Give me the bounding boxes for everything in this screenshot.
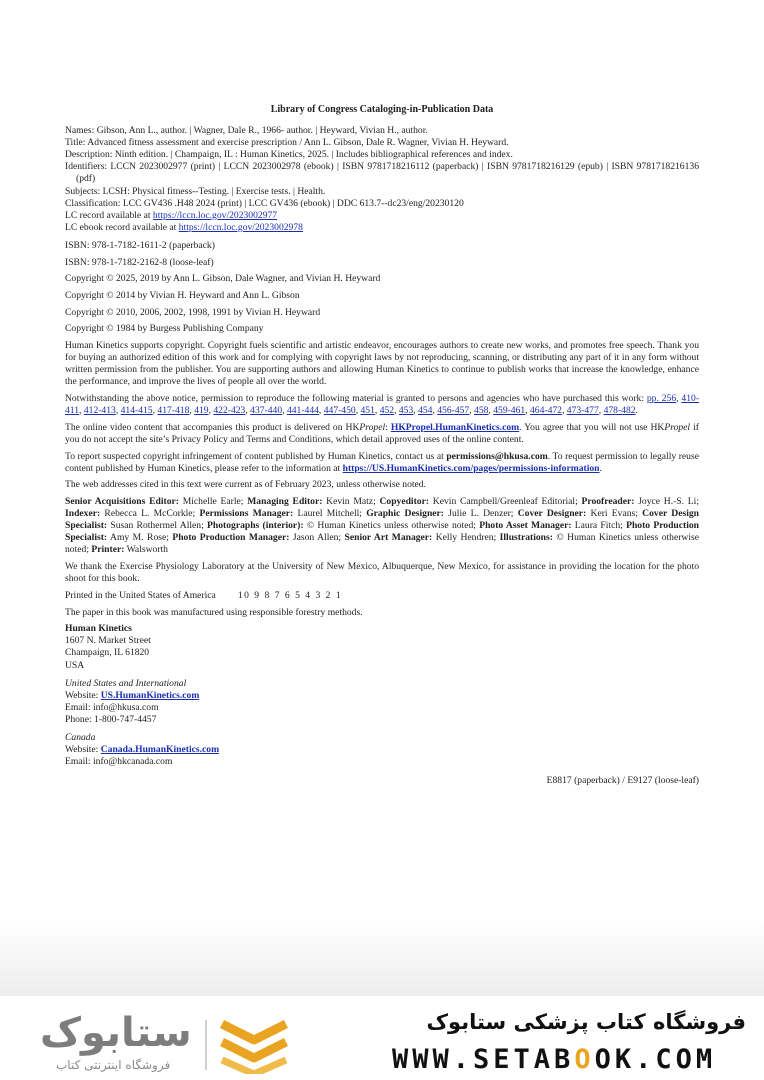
print-numbers: 10 9 8 7 6 5 4 3 2 1	[237, 589, 343, 601]
us-website-link[interactable]: US.HumanKinetics.com	[100, 689, 200, 701]
us-contact	[65, 678, 699, 726]
logo-divider	[205, 1020, 207, 1070]
canada-email: Email: info@hkcanada.com	[65, 756, 173, 768]
credit-role: Senior Art Manager:	[344, 532, 433, 544]
cip-block	[65, 125, 699, 234]
page-title: Library of Congress Cataloging-in-Publication Data	[270, 104, 494, 115]
cip-classification: Classification: LCC GV436 .H48 2024 (print) | LCC GV436 (ebook) | DDC 613.7--dc23/eng/20230120	[65, 197, 464, 209]
canada-website-link[interactable]: Canada.HumanKinetics.com	[100, 744, 220, 756]
credit-role: Photo Asset Manager:	[479, 520, 572, 532]
video-propel-2: Propel	[664, 421, 691, 433]
video-text-post: if you do not accept the site’s Privacy Policy and Terms and Conditions, which detail approved uses of the online content.	[65, 421, 699, 445]
publisher-street: 1607 N. Market Street	[65, 635, 151, 647]
credit-name: Amy M. Rose;	[107, 532, 173, 544]
credit-role: Cover Designer:	[517, 508, 587, 520]
credit-role: Proofreader:	[581, 496, 635, 508]
credits	[65, 496, 699, 556]
page-range-link[interactable]: 414-415	[120, 405, 153, 417]
isbn-looseleaf: ISBN: 978-1-7182-2162-8 (loose-leaf)	[65, 256, 214, 268]
publisher-address	[65, 623, 699, 671]
permission-text: Notwithstanding the above notice, permission to reproduce the following material is granted to persons and agencies who have purchased this work:	[65, 393, 647, 405]
copyright-line: Copyright © 2010, 2006, 2002, 1998, 1991 by Vivian H. Heyward	[65, 306, 321, 318]
thanks: We thank the Exercise Physiology Laboratory at the University of New Mexico, Albuquerque, New Mexico, for assistance in providing the location for the photo shoot for this book.	[65, 561, 699, 585]
canada-contact	[65, 732, 699, 768]
credit-role: Cover Design Specialist:	[65, 508, 699, 532]
page-range-link[interactable]: 456-457	[437, 405, 470, 417]
video-notice	[65, 422, 699, 446]
credit-role: Printer:	[91, 544, 125, 556]
credit-name: Keri Evans;	[586, 508, 643, 520]
printed-in: Printed in the United States of America	[65, 589, 216, 601]
publisher-name: Human Kinetics	[65, 623, 132, 635]
url-part-2: OK.COM	[594, 1044, 717, 1075]
credit-name: Joyce H.-S. Li;	[634, 496, 699, 508]
permission-notice	[65, 393, 699, 417]
cip-description: Description: Ninth edition. | Champaign, IL : Human Kinetics, 2025. | Includes bibliographical references and index.	[65, 149, 513, 161]
lc-record	[65, 210, 699, 222]
infringement-notice	[65, 451, 699, 475]
credit-name: Rebecca L. McCorkle;	[100, 508, 200, 520]
page-range-link[interactable]: pp. 256	[646, 393, 677, 405]
publisher-country: USA	[65, 659, 85, 671]
cip-identifiers: Identifiers: LCCN 2023002977 (print) | LCCN 2023002978 (ebook) | ISBN 9781718216112 (paperback) | ISBN 9781718216129 (epub) | ISBN 9781718216136 (pdf)	[65, 161, 699, 185]
us-phone: Phone: 1-800-747-4457	[65, 713, 157, 725]
permissions-email: permissions@hkusa.com	[446, 450, 548, 462]
infringement-text-pre: To report suspected copyright infringement of content published by Human Kinetics, contact us at	[65, 450, 447, 462]
page-range-link[interactable]: 458	[474, 405, 489, 417]
credit-name: Walsworth	[124, 544, 168, 556]
credit-name: Jason Allen;	[289, 532, 345, 544]
credit-name: Kelly Hendren;	[432, 532, 500, 544]
credit-role: Photographs (interior):	[207, 520, 304, 532]
permission-page-links: pp. 256, 410-411, 412-413, 414-415, 417-418, 419, 422-423, 437-440, 441-444, 447-450, 451, 452, 453, 454, 456-457, 458, 459-461, 464-472, 473-477, 478-482.	[65, 393, 700, 417]
page-range-link[interactable]: 417-418	[157, 405, 190, 417]
print-line	[65, 590, 699, 602]
credit-name: Laura Fitch;	[571, 520, 627, 532]
canada-heading: Canada	[65, 732, 96, 744]
credit-name: Kevin Matz;	[322, 496, 380, 508]
page-range-link[interactable]: 437-440	[250, 405, 283, 417]
us-heading: United States and International	[65, 677, 187, 689]
url-accent-o: O	[574, 1044, 595, 1075]
video-text-pre: The online video content that accompanies this product is delivered on HK	[65, 421, 360, 433]
infringement-text-post: .	[599, 462, 602, 474]
credit-name: Julie L. Denzer;	[444, 508, 518, 520]
credit-name: © Human Kinetics unless otherwise noted;	[303, 520, 480, 532]
credit-name: Laurel Mitchell;	[293, 508, 367, 520]
page-range-link[interactable]: 412-413	[83, 405, 116, 417]
store-name: فروشگاه کتاب پزشکی ستابوک	[426, 1010, 746, 1034]
page-range-link[interactable]: 410-411	[65, 393, 700, 417]
copyright-notice: Human Kinetics supports copyright. Copyright fuels scientific and artistic endeavor, encourages authors to create new works, and promotes free speech. Thank you for buying an authorized edition of this work and for complying with copyright laws by not reproducing, scanning, or distributing any part of it in any form without written permission from the publisher. You are supporting authors and allowing Human Kinetics to continue to publish works that increase the knowledge, enhance the performance, and improve the lives of people all over the world.	[65, 340, 699, 388]
credit-name: Kevin Campbell/Greenleaf Editorial;	[429, 496, 582, 508]
publisher-city: Champaign, IL 61820	[65, 647, 150, 659]
infringement-text-mid: . To request permission to legally reuse content published by Human Kinetics, please refer to the information at	[65, 450, 699, 474]
credit-role: Senior Acquisitions Editor:	[65, 496, 179, 508]
page-range-link[interactable]: 453	[398, 405, 414, 417]
us-email: Email: info@hkusa.com	[65, 701, 159, 713]
page-range-link[interactable]: 447-450	[323, 405, 356, 417]
page-range-link[interactable]: 452	[379, 405, 395, 417]
setabook-logo-subtitle: فروشگاه اینترنتی کتاب	[56, 1058, 171, 1072]
paper-notice: The paper in this book was manufactured using responsible forestry methods.	[65, 606, 363, 618]
setabook-logo-text: ستابوک	[40, 1010, 192, 1056]
book-chevron-icon	[218, 1018, 290, 1074]
page-range-link[interactable]: 451	[360, 405, 375, 417]
video-colon: :	[385, 421, 391, 433]
credit-role: Permissions Manager:	[199, 508, 294, 520]
page-range-link[interactable]: 464-472	[530, 405, 562, 417]
credit-role: Indexer:	[65, 508, 101, 520]
page-range-link[interactable]: 459-461	[493, 405, 526, 417]
web-address-notice: The web addresses cited in this text were current as of February 2023, unless otherwise noted.	[65, 479, 426, 491]
cip-subjects: Subjects: LCSH: Physical fitness--Testing. | Exercise tests. | Health.	[65, 185, 326, 197]
credit-name: Michelle Earle;	[178, 496, 248, 508]
page-range-link[interactable]: 422-423	[213, 405, 246, 417]
lc-record-link[interactable]: https://lccn.loc.gov/2023002977	[152, 209, 278, 221]
page-range-link[interactable]: 473-477	[566, 405, 599, 417]
credit-role: Graphic Designer:	[366, 508, 444, 520]
permissions-info-link[interactable]: https://US.HumanKinetics.com/pages/permissions-information	[342, 462, 600, 474]
credit-role: Managing Editor:	[247, 496, 323, 508]
cip-title: Title: Advanced fitness assessment and exercise prescription / Ann L. Gibson, Dale R. Wagner, Vivian H. Heyward.	[65, 137, 509, 149]
page-range-link[interactable]: 441-444	[286, 405, 319, 417]
lc-ebook-record	[65, 222, 699, 234]
page-range-link[interactable]: 478-482	[603, 405, 636, 417]
page-range-link[interactable]: 454	[418, 405, 433, 417]
lc-ebook-label: LC ebook record available at	[65, 221, 179, 233]
hkpropel-link[interactable]: HKPropel.HumanKinetics.com	[390, 421, 520, 433]
credit-role: Illustrations:	[499, 532, 553, 544]
video-propel: Propel	[359, 421, 386, 433]
video-text-mid: . You agree that you will not use HK	[519, 421, 665, 433]
product-codes: E8817 (paperback) / E9127 (loose-leaf)	[546, 775, 699, 787]
credit-name: © Human Kinetics unless otherwise noted;	[65, 532, 699, 556]
lc-ebook-link[interactable]: https://lccn.loc.gov/2023002978	[178, 221, 303, 233]
page-range-link[interactable]: 419	[194, 405, 209, 417]
credit-name: Susan Rothermel Allen;	[107, 520, 208, 532]
copyright-line: Copyright © 1984 by Burgess Publishing Company	[65, 323, 264, 335]
watermark-fade	[0, 920, 764, 996]
store-url	[392, 1044, 716, 1075]
url-part-1: WWW.SETAB	[392, 1044, 575, 1075]
copyright-line: Copyright © 2014 by Vivian H. Heyward and Ann L. Gibson	[65, 290, 300, 301]
us-website-label: Website:	[65, 689, 101, 701]
isbn-paperback: ISBN: 978-1-7182-1611-2 (paperback)	[65, 239, 215, 251]
cip-names: Names: Gibson, Ann L., author. | Wagner, Dale R., 1966- author. | Heyward, Vivian H., author.	[65, 125, 428, 137]
credit-role: Copyeditor:	[379, 496, 430, 508]
canada-website-label: Website:	[65, 744, 101, 756]
lc-record-label: LC record available at	[65, 209, 153, 221]
copyright-page	[65, 104, 699, 787]
copyright-line: Copyright © 2025, 2019 by Ann L. Gibson, Dale Wagner, and Vivian H. Heyward	[65, 273, 381, 285]
credit-role: Photo Production Manager:	[172, 532, 290, 544]
credit-role: Photo Production Specialist:	[65, 520, 700, 544]
